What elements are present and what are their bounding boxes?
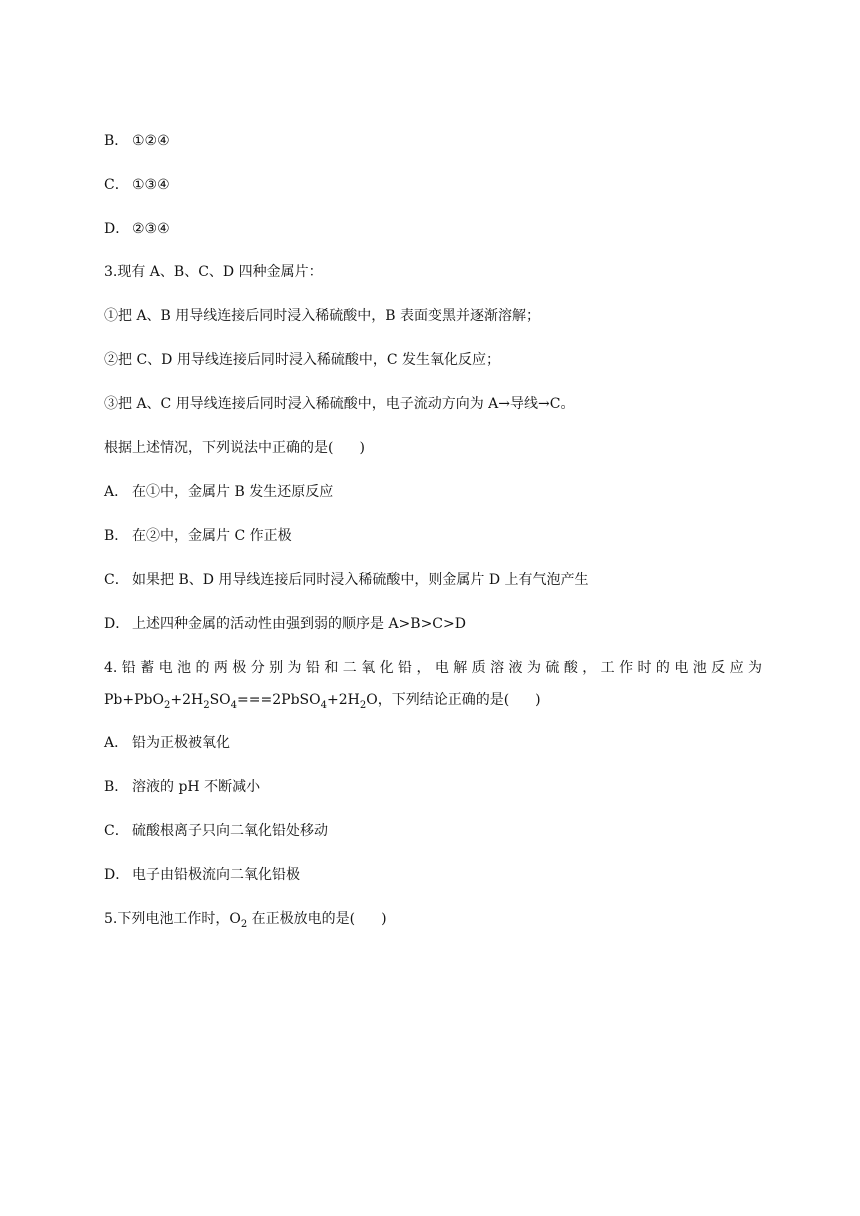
option-text: 上述四种金属的活动性由强到弱的顺序是 A>B>C>D <box>132 616 466 632</box>
option-letter: A． <box>104 484 129 500</box>
q3-option-c <box>104 570 589 590</box>
equation-part: O，下列结论正确的是( <box>366 692 510 708</box>
option-letter: B． <box>104 133 129 149</box>
q2-option-c <box>104 175 170 195</box>
equation-subscript: 4 <box>230 699 238 711</box>
equation-part: SO <box>209 692 231 708</box>
q3-option-b <box>104 526 292 546</box>
equation-subscript: 2 <box>359 699 367 711</box>
option-text: ①③④ <box>132 177 170 193</box>
option-letter: D． <box>104 867 130 883</box>
q3-statement-2: ②把 C、D 用导线连接后同时浸入稀硫酸中，C 发生氧化反应； <box>104 352 500 368</box>
option-letter: D． <box>104 221 130 237</box>
q4-stem-line1: 4.铅蓄电池的两极分别为铅和二氧化铅，电解质溶液为硫酸，工作时的电池反应为 <box>104 660 762 676</box>
q3-question-close: ) <box>359 440 365 456</box>
option-letter: C． <box>104 572 129 588</box>
option-letter: D． <box>104 616 130 632</box>
q5-subscript: 2 <box>240 918 248 930</box>
q3-question <box>104 438 365 458</box>
option-text: 电子由铅极流向二氧化铅极 <box>132 867 300 883</box>
option-letter: A． <box>104 735 129 751</box>
q3-statement-1: ①把 A、B 用导线连接后同时浸入稀硫酸中，B 表面变黑并逐渐溶解； <box>104 308 541 324</box>
q5-text-part: 在正极放电的是( <box>247 911 356 927</box>
option-letter: B． <box>104 779 129 795</box>
q4-option-d <box>104 865 300 885</box>
equation-part: +2H <box>326 692 360 708</box>
q5-text-part: 5.下列电池工作时，O <box>104 911 241 927</box>
equation-part: +2H <box>170 692 204 708</box>
equation-subscript: 2 <box>163 699 171 711</box>
q3-stem: 3.现有 A、B、C、D 四种金属片： <box>104 264 323 280</box>
q3-statement-3: ③把 A、C 用导线连接后同时浸入稀硫酸中，电子流动方向为 A→导线→C。 <box>104 396 575 412</box>
equation-subscript: 4 <box>320 699 327 711</box>
q5-question-close: ) <box>381 911 387 927</box>
q4-option-a <box>104 733 230 753</box>
q2-option-d <box>104 219 170 239</box>
q4-question-close: ) <box>535 692 541 708</box>
option-letter: C． <box>104 177 129 193</box>
option-text: ①②④ <box>132 133 170 149</box>
q2-option-b <box>104 131 170 151</box>
q4-option-c <box>104 821 328 841</box>
option-text: 铅为正极被氧化 <box>132 735 230 751</box>
q3-question-text: 根据上述情况，下列说法中正确的是( <box>104 440 334 456</box>
q3-option-d <box>104 614 466 634</box>
option-text: 在①中，金属片 B 发生还原反应 <box>132 484 334 500</box>
option-text: ②③④ <box>132 221 170 237</box>
option-letter: B． <box>104 528 129 544</box>
equation-part: Pb+PbO <box>104 692 164 708</box>
equation-part: ===2PbSO <box>237 692 321 708</box>
q4-option-b <box>104 777 260 797</box>
q5-stem <box>104 909 387 929</box>
option-text: 如果把 B、D 用导线连接后同时浸入稀硫酸中，则金属片 D 上有气泡产生 <box>132 572 589 588</box>
equation-subscript: 2 <box>203 699 210 711</box>
option-text: 溶液的 pH 不断减小 <box>132 779 261 795</box>
option-text: 在②中，金属片 C 作正极 <box>132 528 292 544</box>
q3-option-a <box>104 482 333 502</box>
q4-equation-line <box>104 690 541 710</box>
option-letter: C． <box>104 823 129 839</box>
option-text: 硫酸根离子只向二氧化铅处移动 <box>132 823 328 839</box>
